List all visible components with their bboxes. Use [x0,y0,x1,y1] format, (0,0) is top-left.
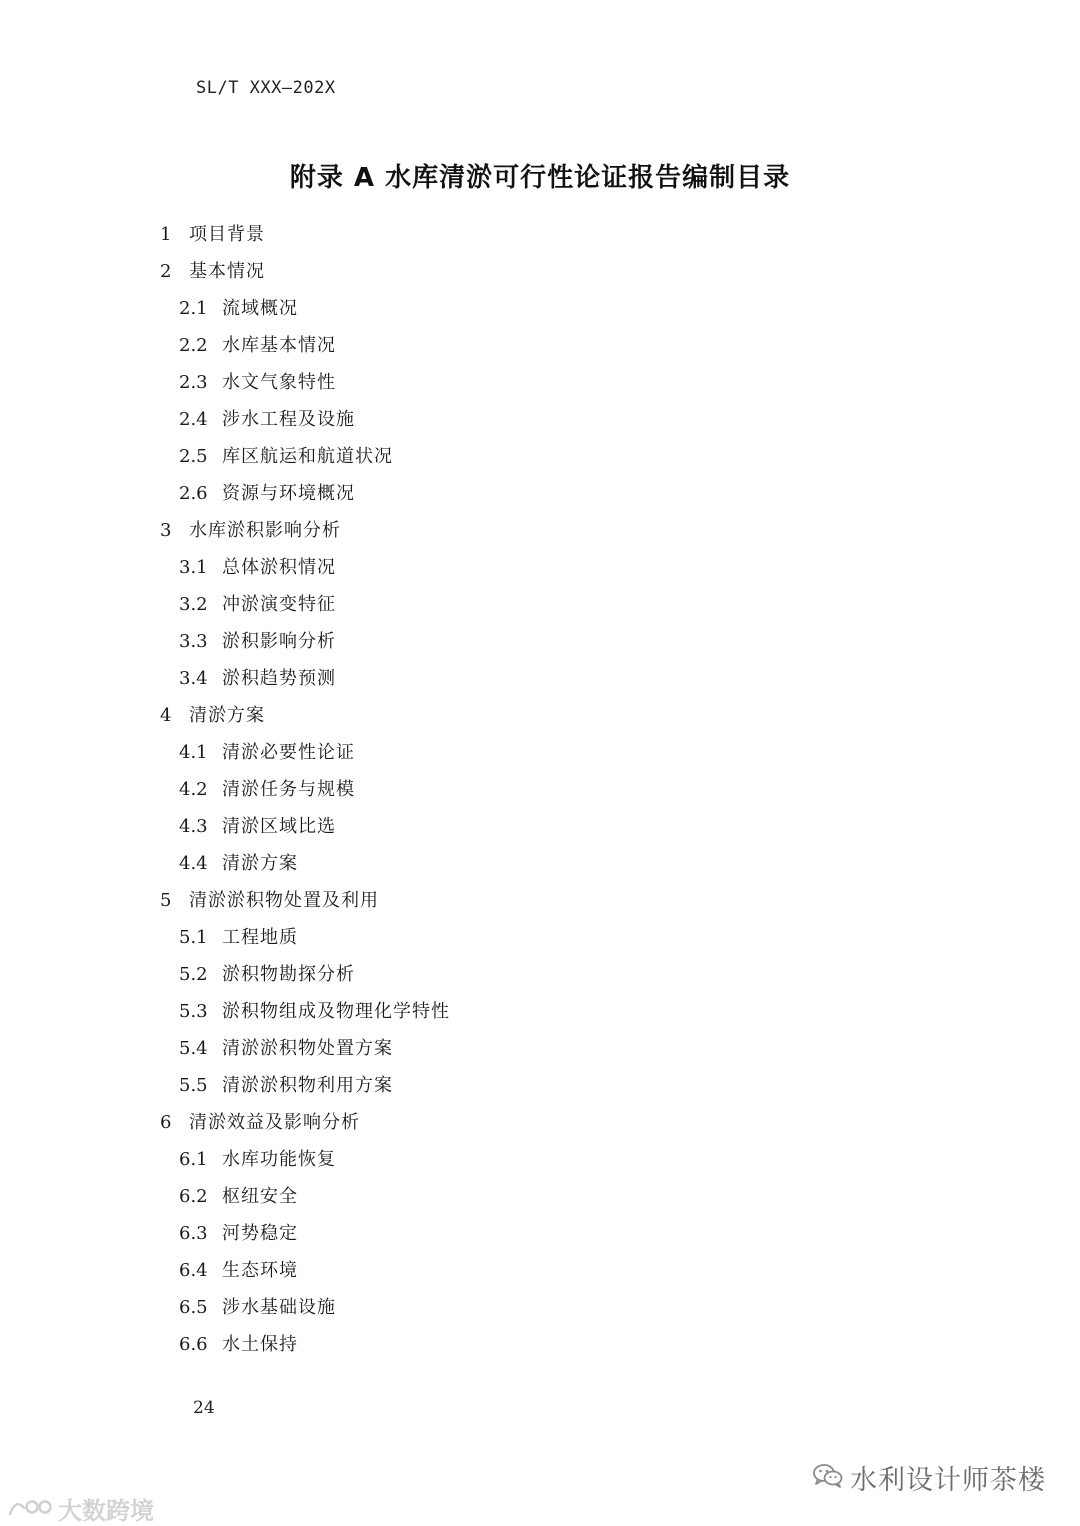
toc-number: 5.3 [179,1001,208,1022]
toc-section [0,475,1080,512]
toc-label: 项目背景 [189,224,265,245]
toc-number: 2.5 [179,446,208,467]
toc-label: 清淤淤积物利用方案 [222,1075,393,1096]
toc-label: 工程地质 [222,927,298,948]
toc-section [0,623,1080,660]
table-of-contents [0,216,1080,1363]
toc-section [0,771,1080,808]
toc-number: 4.4 [179,853,208,874]
toc-section [0,919,1080,956]
toc-section [0,1067,1080,1104]
toc-label: 冲淤演变特征 [222,594,336,615]
toc-number: 6.3 [179,1223,208,1244]
toc-section [0,549,1080,586]
toc-section [0,1030,1080,1067]
toc-number: 5.2 [179,964,208,985]
toc-number: 4 [160,705,172,726]
toc-number: 4.2 [179,779,208,800]
toc-chapter [0,512,1080,549]
toc-section [0,993,1080,1030]
toc-number: 6 [160,1112,172,1133]
toc-label: 清淤必要性论证 [222,742,355,763]
toc-number: 2.4 [179,409,208,430]
toc-section [0,1178,1080,1215]
toc-label: 清淤淤积物处置及利用 [189,890,379,911]
watermark-source [812,1458,1046,1497]
toc-chapter [0,1104,1080,1141]
watermark-brand-text: 大数跨境 [58,1497,154,1525]
toc-number: 5.5 [179,1075,208,1096]
toc-label: 总体淤积情况 [222,557,336,578]
toc-label: 清淤效益及影响分析 [189,1112,360,1133]
toc-number: 5 [160,890,172,911]
toc-label: 水库淤积影响分析 [189,520,341,541]
toc-number: 3.3 [179,631,208,652]
toc-number: 4.3 [179,816,208,837]
toc-section [0,290,1080,327]
toc-number: 5.1 [179,927,208,948]
toc-label: 生态环境 [222,1260,298,1281]
toc-section [0,586,1080,623]
toc-label: 清淤方案 [222,853,298,874]
toc-section [0,1289,1080,1326]
toc-number: 4.1 [179,742,208,763]
toc-label: 清淤淤积物处置方案 [222,1038,393,1059]
toc-section [0,808,1080,845]
toc-label: 枢纽安全 [222,1186,298,1207]
toc-number: 6.5 [179,1297,208,1318]
toc-number: 2.6 [179,483,208,504]
toc-number: 3.2 [179,594,208,615]
toc-section [0,956,1080,993]
toc-label: 涉水工程及设施 [222,409,355,430]
toc-label: 水库功能恢复 [222,1149,336,1170]
toc-label: 涉水基础设施 [222,1297,336,1318]
toc-number: 3 [160,520,172,541]
toc-number: 6.4 [179,1260,208,1281]
page-title: 附录 A 水库清淤可行性论证报告编制目录 [289,163,791,193]
toc-label: 清淤方案 [189,705,265,726]
toc-number: 2.1 [179,298,208,319]
toc-section [0,1141,1080,1178]
toc-number: 3.4 [179,668,208,689]
toc-section [0,734,1080,771]
toc-label: 淤积物组成及物理化学特性 [222,1001,450,1022]
toc-label: 淤积影响分析 [222,631,336,652]
toc-label: 资源与环境概况 [222,483,355,504]
toc-label: 水库基本情况 [222,335,336,356]
toc-number: 3.1 [179,557,208,578]
toc-section [0,845,1080,882]
toc-chapter [0,216,1080,253]
toc-label: 淤积物勘探分析 [222,964,355,985]
toc-label: 水土保持 [222,1334,298,1355]
toc-label: 流域概况 [222,298,298,319]
toc-section [0,1252,1080,1289]
toc-section [0,438,1080,475]
watermark-brand [6,1491,154,1526]
toc-label: 清淤任务与规模 [222,779,355,800]
toc-number: 2 [160,261,172,282]
toc-label: 水文气象特性 [222,372,336,393]
toc-label: 河势稳定 [222,1223,298,1244]
toc-number: 6.6 [179,1334,208,1355]
toc-section [0,1215,1080,1252]
page-number: 24 [193,1398,215,1418]
logo-mark-icon [6,1494,54,1524]
standard-code: SL/T XXX—202X [196,78,336,98]
toc-label: 基本情况 [189,261,265,282]
toc-label: 淤积趋势预测 [222,668,336,689]
watermark-source-text: 水利设计师茶楼 [850,1465,1046,1496]
toc-label: 库区航运和航道状况 [222,446,393,467]
toc-section [0,1326,1080,1363]
toc-chapter [0,882,1080,919]
toc-section [0,660,1080,697]
toc-chapter [0,697,1080,734]
toc-section [0,364,1080,401]
toc-number: 5.4 [179,1038,208,1059]
toc-label: 清淤区域比选 [222,816,336,837]
toc-number: 1 [160,224,172,245]
wechat-icon [812,1462,844,1494]
toc-chapter [0,253,1080,290]
toc-section [0,401,1080,438]
toc-number: 2.3 [179,372,208,393]
toc-number: 2.2 [179,335,208,356]
toc-number: 6.1 [179,1149,208,1170]
toc-section [0,327,1080,364]
toc-number: 6.2 [179,1186,208,1207]
